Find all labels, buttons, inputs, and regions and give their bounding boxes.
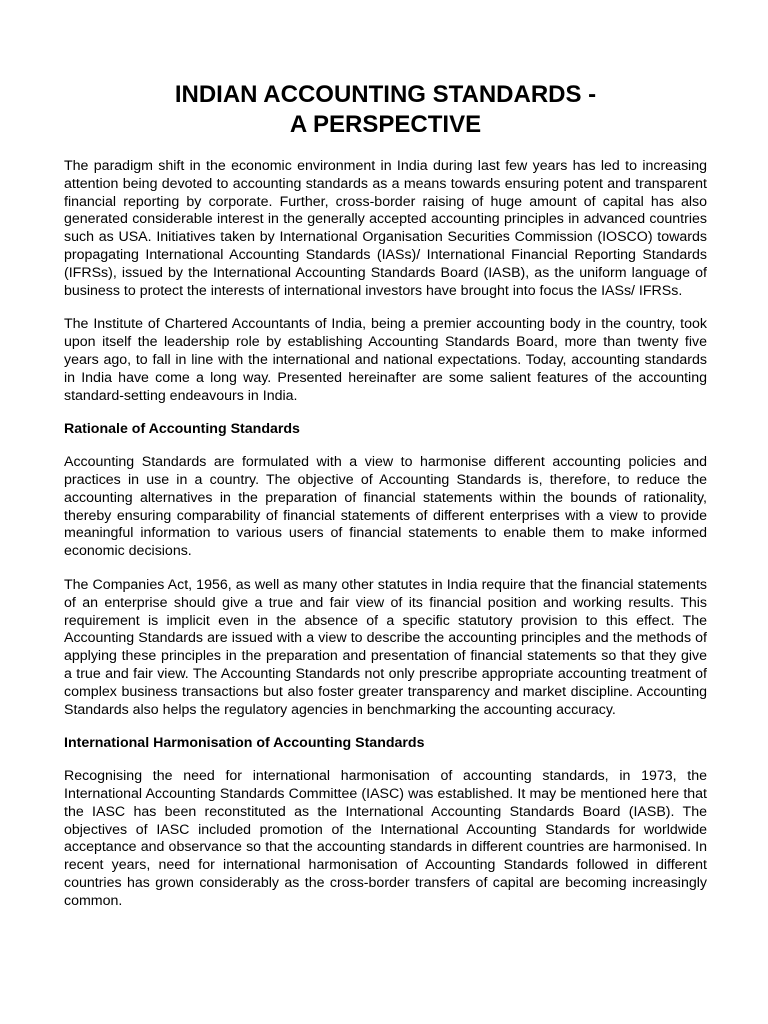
intro-paragraph-1: The paradigm shift in the economic environment in India during last few years has led to increasing attention being devoted to accounting standards as a means towards ensuring potent and transparent financial reporting by corporate. Further, cross-border raising of huge amount of capital has also generated considerable interest in the generally accepted accounting principles in advanced countries such as USA. Initiatives taken by International Organisation Securities Commission (IOSCO) towards propagating International Accounting Standards (IASs)/ International Financial Reporting Standards (IFRSs), issued by the International Accounting Standards Board (IASB), as the uniform language of business to protect the interests of international investors have brought into focus the IASs/ IFRSs. bbox=[64, 158, 707, 299]
title-line-2: A PERSPECTIVE bbox=[289, 111, 482, 138]
section-heading-rationale: Rationale of Accounting Standards bbox=[64, 421, 300, 438]
title-line-1: INDIAN ACCOUNTING STANDARDS - bbox=[174, 81, 597, 108]
document-title bbox=[64, 80, 707, 140]
rationale-paragraph-2: The Companies Act, 1956, as well as many other statutes in India require that the financial statements of an enterprise should give a true and fair view of its financial position and working results. This requirement is implicit even in the absence of a specific statutory provision to this effect. The Accounting Standards are issued with a view to describe the accounting principles and the methods of applying these principles in the preparation and presentation of financial statements so that they give a true and fair view. The Accounting Standards not only prescribe appropriate accounting treatment of complex business transactions but also foster greater transparency and market discipline. Accounting Standards also helps the regulatory agencies in benchmarking the accounting accuracy. bbox=[64, 576, 707, 718]
document-page bbox=[64, 80, 707, 926]
intro-paragraph-2: The Institute of Chartered Accountants of India, being a premier accounting body in the country, took upon itself the leadership role by establishing Accounting Standards Board, more than twenty five years ago, to fall in line with the international and national expectations. Today, accounting standards in India have come a long way. Presented hereinafter are some salient features of the accounting standard-setting endeavours in India. bbox=[64, 316, 707, 404]
section-heading-harmonisation: International Harmonisation of Accounting Standards bbox=[64, 735, 425, 752]
harmonisation-paragraph-1: Recognising the need for international harmonisation of accounting standards, in 1973, the International Accounting Standards Committee (IASC) was established. It may be mentioned here that the IASC has been reconstituted as the International Accounting Standards Board (IASB). The objectives of IASC included promotion of the International Accounting Standards for worldwide acceptance and observance so that the accounting standards in different countries are harmonised. In recent years, need for international harmonisation of Accounting Standards followed in different countries has grown considerably as the cross-border transfers of capital are becoming increasingly common. bbox=[64, 768, 707, 909]
rationale-paragraph-1: Accounting Standards are formulated with a view to harmonise different accounting policies and practices in use in a country. The objective of Accounting Standards is, therefore, to reduce the accounting alternatives in the preparation of financial statements within the bounds of rationality, thereby ensuring comparability of financial statements of different enterprises with a view to provide meaningful information to various users of financial statements to enable them to make informed economic decisions. bbox=[64, 454, 707, 560]
